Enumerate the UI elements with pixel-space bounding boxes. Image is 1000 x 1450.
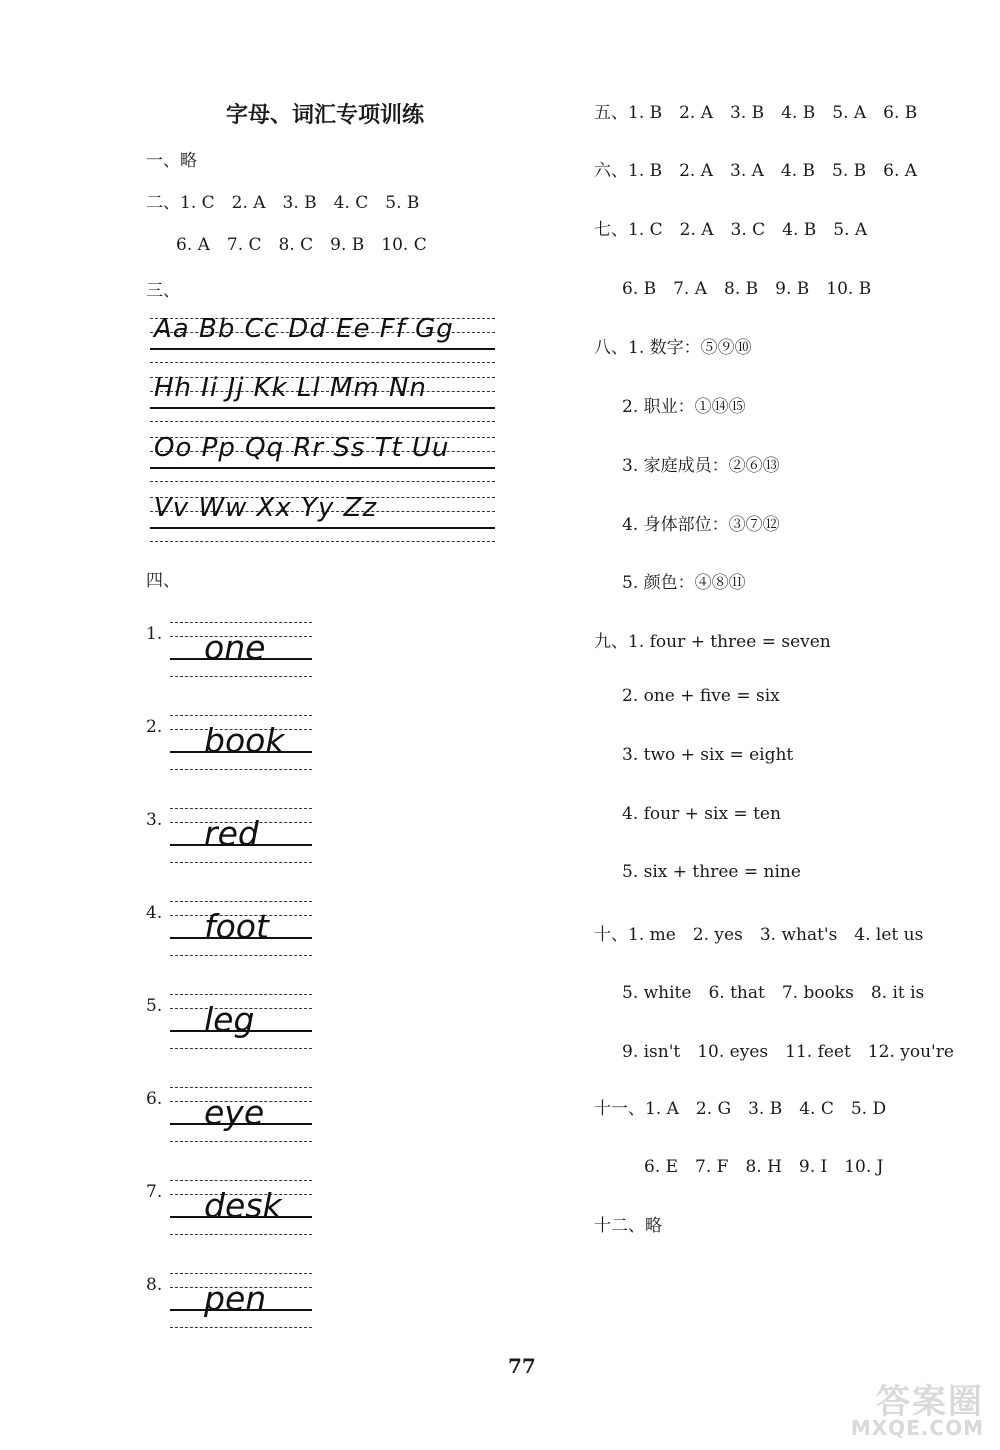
handwritten-word: red xyxy=(204,814,259,853)
section-1-answer: 一、略 xyxy=(146,151,197,171)
section-11-answers-line-1: 十一、1. A 2. G 3. B 4. C 5. D xyxy=(594,1099,887,1119)
letter-writing-row xyxy=(150,493,495,545)
word-writing-item xyxy=(146,1273,316,1335)
watermark-logo xyxy=(850,1374,988,1444)
handwritten-letters: Oo Pp Qq Rr Ss Tt Uu xyxy=(154,433,450,463)
item-number: 5. xyxy=(146,996,163,1016)
word-writing-item xyxy=(146,1087,316,1149)
word-writing-item xyxy=(146,808,316,870)
section-11-answers-line-2: 6. E 7. F 8. H 9. I 10. J xyxy=(644,1157,884,1177)
word-writing-item xyxy=(146,715,316,777)
letter-writing-row xyxy=(150,373,495,425)
handwritten-word: book xyxy=(204,721,285,760)
item-number: 1. xyxy=(146,624,163,644)
section-9-answers-line-4: 4. four + six = ten xyxy=(622,804,781,824)
section-7-answers-line-2: 6. B 7. A 8. B 9. B 10. B xyxy=(622,279,872,299)
section-2-answers-line-2: 6. A 7. C 8. C 9. B 10. C xyxy=(176,235,427,255)
section-8-answers-line-1: 八、1. 数字：⑤⑨⑩ xyxy=(594,338,752,358)
item-number: 6. xyxy=(146,1089,163,1109)
item-number: 4. xyxy=(146,903,163,923)
page-number: 77 xyxy=(508,1354,536,1378)
handwritten-word: one xyxy=(204,628,266,667)
section-3-label: 三、 xyxy=(146,281,180,301)
section-9-answers-line-5: 5. six + three = nine xyxy=(622,862,801,882)
page-title: 字母、词汇专项训练 xyxy=(226,102,425,128)
item-number: 8. xyxy=(146,1275,163,1295)
watermark-url: MXQE.COM xyxy=(850,1416,984,1440)
handwritten-letters: Hh Ii Jj Kk Ll Mm Nn xyxy=(154,373,427,403)
section-12-answer: 十二、略 xyxy=(594,1216,662,1236)
section-10-answers-line-2: 5. white 6. that 7. books 8. it is xyxy=(622,983,925,1003)
handwritten-letters: Aa Bb Cc Dd Ee Ff Gg xyxy=(154,314,454,344)
letter-writing-row xyxy=(150,314,495,366)
section-9-answers-line-3: 3. two + six = eight xyxy=(622,745,794,765)
section-10-answers-line-3: 9. isn't 10. eyes 11. feet 12. you're xyxy=(622,1042,954,1062)
section-7-answers-line-1: 七、1. C 2. A 3. C 4. B 5. A xyxy=(594,220,868,240)
section-9-answers-line-2: 2. one + five = six xyxy=(622,686,780,706)
handwritten-word: pen xyxy=(204,1279,267,1318)
word-writing-item xyxy=(146,994,316,1056)
section-9-answers-line-1: 九、1. four + three = seven xyxy=(594,632,831,652)
item-number: 7. xyxy=(146,1182,163,1202)
handwritten-word: eye xyxy=(204,1093,265,1132)
handwritten-word: leg xyxy=(204,1000,255,1039)
section-8-answers-line-5: 5. 颜色：④⑧⑪ xyxy=(622,573,746,593)
watermark-text: 答案圈 xyxy=(876,1382,984,1422)
word-writing-item xyxy=(146,622,316,684)
section-8-answers-line-4: 4. 身体部位：③⑦⑫ xyxy=(622,515,780,535)
section-10-answers-line-1: 十、1. me 2. yes 3. what's 4. let us xyxy=(594,925,924,945)
handwritten-word: foot xyxy=(204,907,269,946)
section-2-answers-line-1: 二、1. C 2. A 3. B 4. C 5. B xyxy=(146,193,420,213)
handwritten-word: desk xyxy=(204,1186,282,1225)
letter-writing-row xyxy=(150,433,495,485)
handwritten-letters: Vv Ww Xx Yy Zz xyxy=(154,493,378,523)
section-4-label: 四、 xyxy=(146,571,180,591)
section-8-answers-line-3: 3. 家庭成员：②⑥⑬ xyxy=(622,456,780,476)
item-number: 2. xyxy=(146,717,163,737)
word-writing-item xyxy=(146,1180,316,1242)
section-6-answers: 六、1. B 2. A 3. A 4. B 5. B 6. A xyxy=(594,161,918,181)
section-5-answers: 五、1. B 2. A 3. B 4. B 5. A 6. B xyxy=(594,103,918,123)
section-8-answers-line-2: 2. 职业：①⑭⑮ xyxy=(622,397,746,417)
item-number: 3. xyxy=(146,810,163,830)
word-writing-item xyxy=(146,901,316,963)
